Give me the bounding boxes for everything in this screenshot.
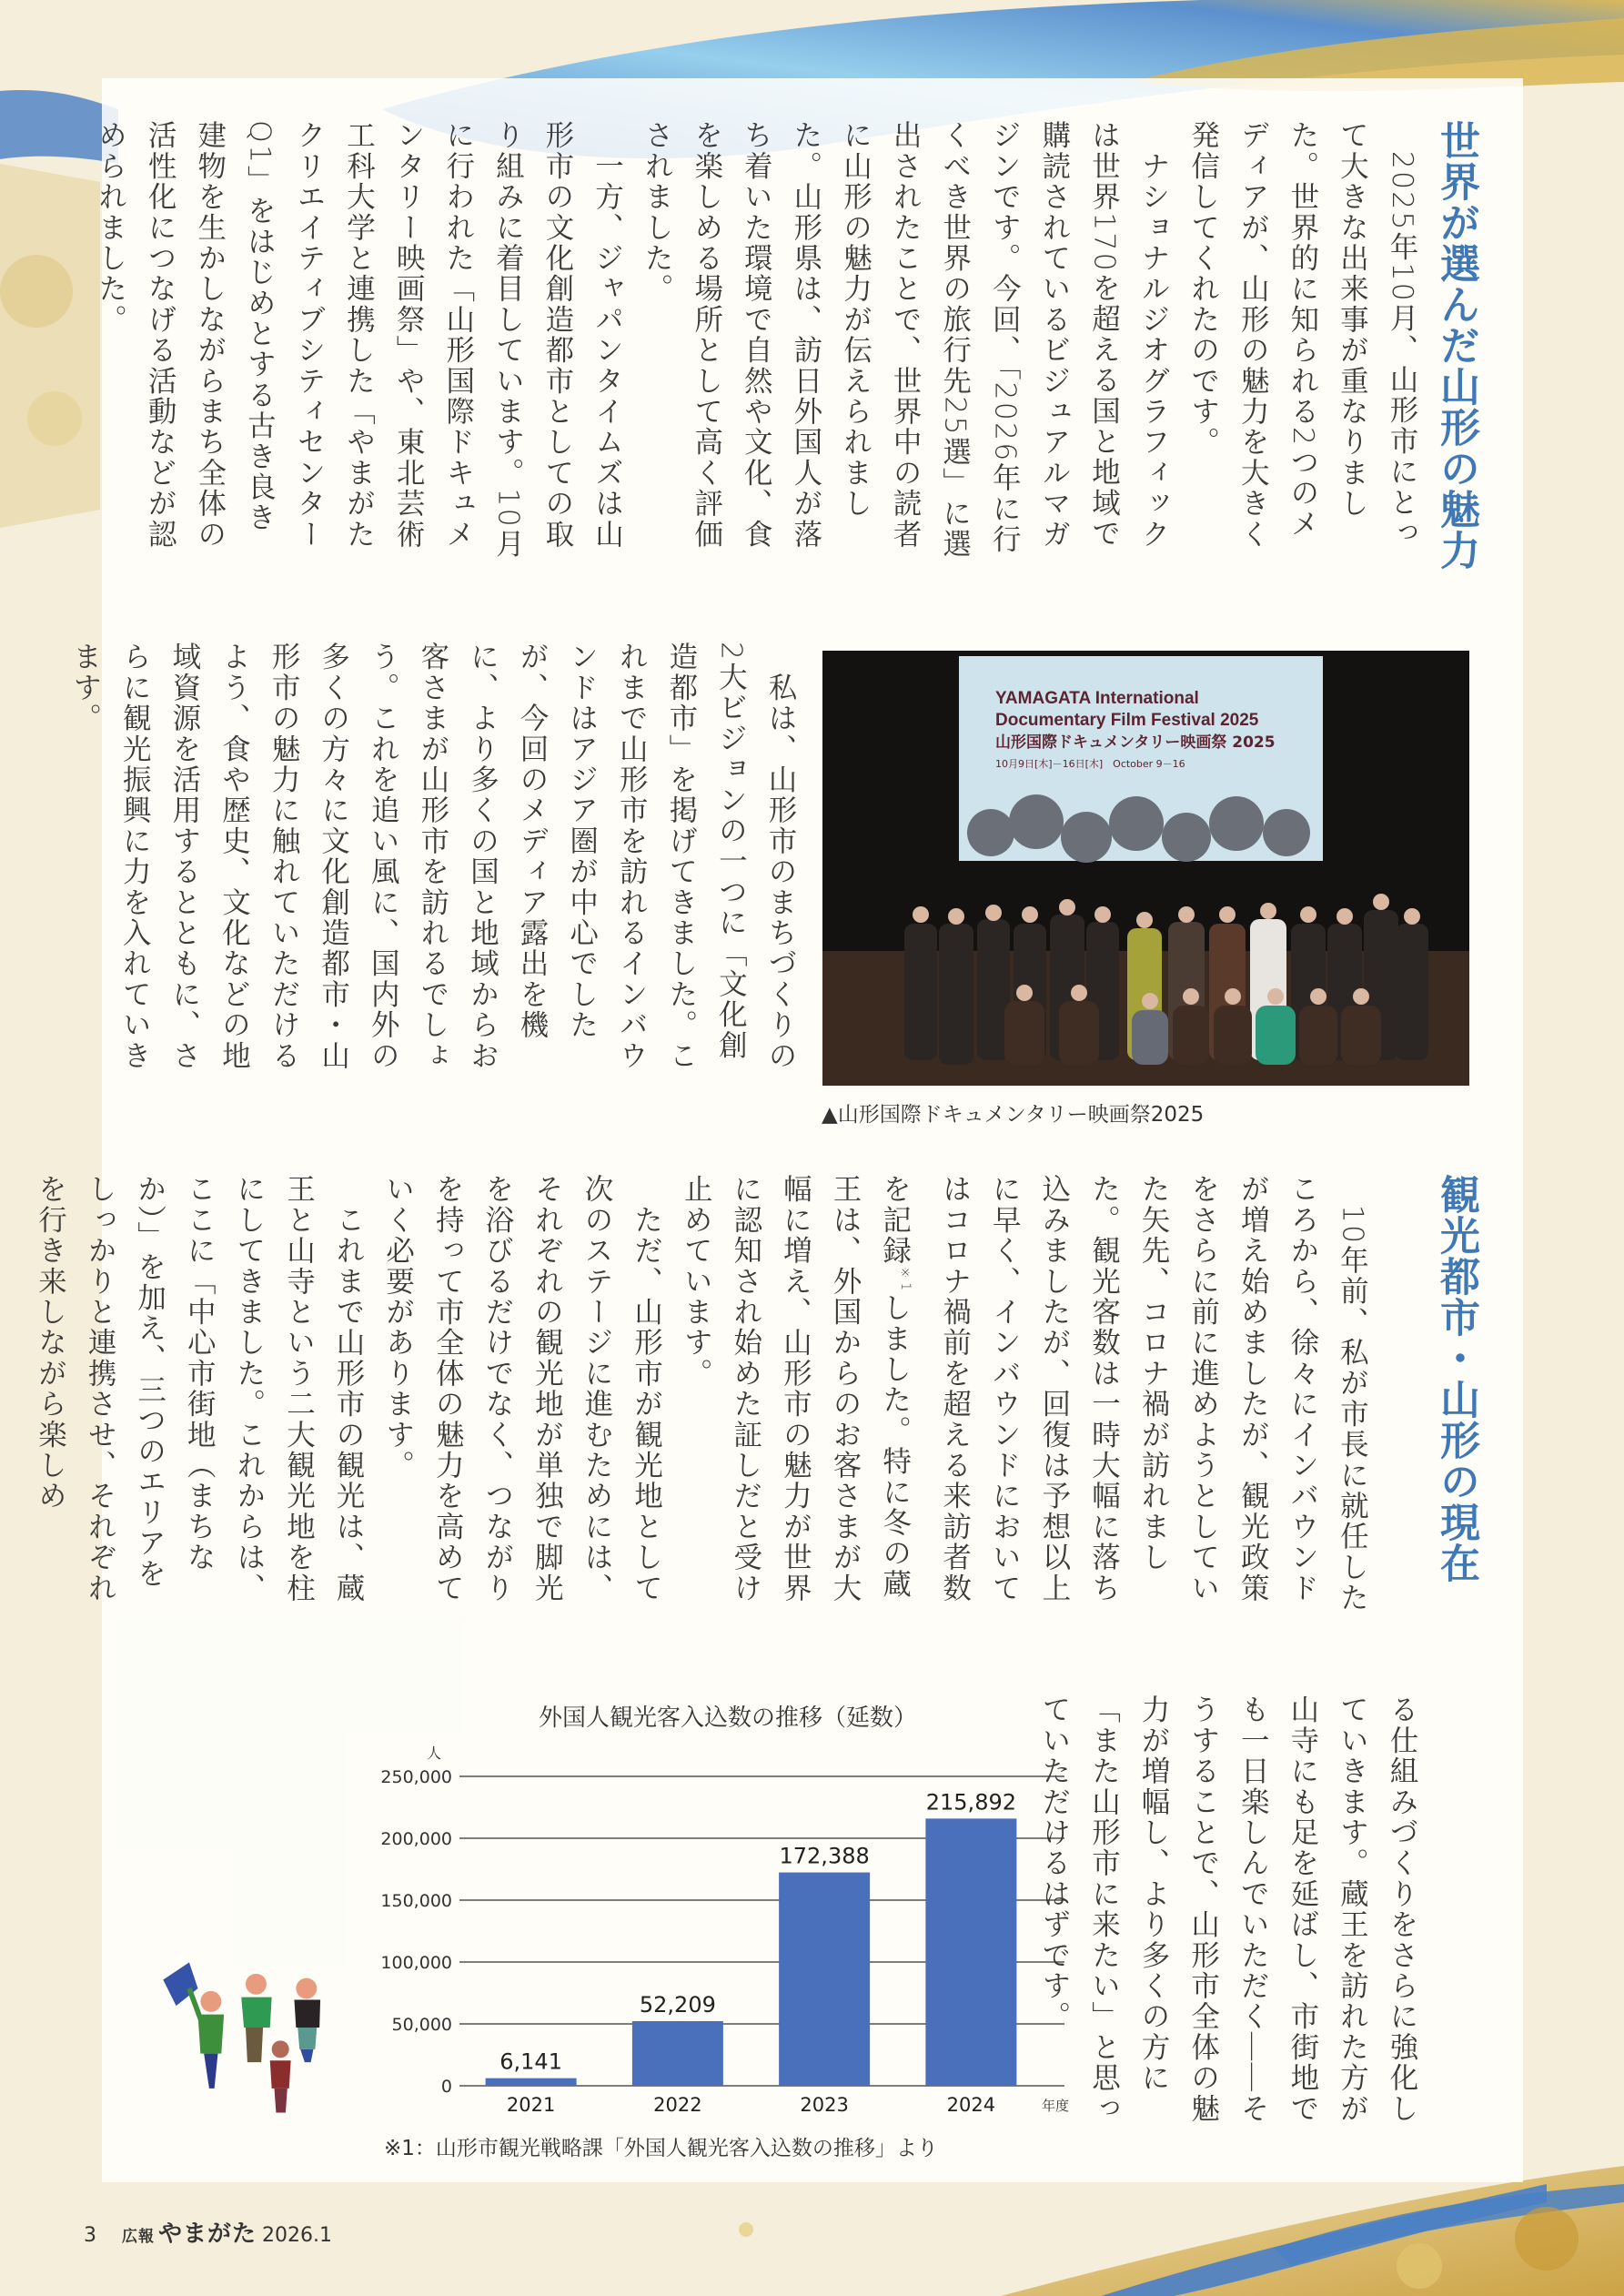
publication-logo bbox=[122, 2215, 257, 2249]
publication-prefix: 広報 bbox=[122, 2228, 155, 2246]
x-tick-label: 2021 bbox=[506, 2094, 556, 2116]
section2-body-b: しました。特に冬の蔵王は、外国からのお客さまが大幅に増え、山形市の魅力が世界に認知され始めた証しだと受け止めています。 ただ、山形市が観光地として次のステージに進むためには、それぞれの観光地が単独で脚光を浴びるだけでなく、つながりを持って市全体の魅力を高めていく必要があります。 これまで山形市の観光は、蔵王と山寺という二大観光地を柱にしてきました。これからは、ここに「中心市街地（まちなか）」を加え、三つのエリアをしっかりと連携させ、それぞれを行き来しながら楽しめ bbox=[34, 1174, 912, 1603]
x-tick-label: 2023 bbox=[800, 2094, 849, 2116]
section1-body-top: 2025年10月、山形市にとって大きな出来事が重なりました。世界的に知られる2つのメディアが、山形の魅力を大きく発信してくれたのです。 ナショナルジオグラフィックは世界170を超える国と地域で購読されているビジュアルマガジンです。今回、「2026年に行くべき世界の旅行先25選」に選出されたことで、世界中の読者に山形の魅力が伝えられました。山形県は、訪日外国人が落ち着いた環境で自然や文化、食を楽しめる場所として高く評価されました。 一方、ジャパンタイムズは山形市の文化創造都市としての取り組みに着目しています。10月に行われた「山形国際ドキュメンタリー映画祭」や、東北芸術工科大学と連携した「やまがたクリエイティブシティセンターQ1」をはじめとする古き良き建物を生かしながらまち全体の活性化につなげる活動などが認められました。 bbox=[94, 120, 1418, 560]
bar-value-label: 172,388 bbox=[779, 1843, 870, 1869]
y-tick-label: 150,000 bbox=[380, 1891, 452, 1911]
issue-date: 2026.1 bbox=[262, 2224, 332, 2247]
film-festival-photo-image bbox=[822, 651, 1469, 1086]
y-tick-label: 100,000 bbox=[380, 1953, 452, 1973]
screen-dates: 10月9日[木]－16日[木] October 9－16 bbox=[995, 758, 1185, 770]
bar-2021 bbox=[486, 2079, 577, 2086]
bar-2024 bbox=[925, 1818, 1016, 2086]
screen-title-line2: Documentary Film Festival 2025 bbox=[995, 711, 1259, 730]
y-tick-label: 200,000 bbox=[380, 1829, 452, 1849]
person-standing-icon bbox=[294, 1978, 320, 2063]
chart-title: 外国人観光客入込数の推移（延数） bbox=[538, 1704, 918, 1732]
photo-caption: ▲山形国際ドキュメンタリー映画祭2025 bbox=[822, 1103, 1205, 1127]
y-tick-label: 250,000 bbox=[380, 1767, 452, 1787]
screen-title-line3: 山形国際ドキュメンタリー映画祭 2025 bbox=[995, 733, 1276, 752]
tourists-illustration bbox=[150, 1937, 341, 2119]
section2-body-end: る仕組みづくりをさらに強化していきます。蔵王を訪れた方が山寺にも足を延ばし、市街地でも一日楽しんでいただく――そうすることで、山形市全体の魅力が増幅し、より多くの方に「また山形市に来たい」と思っていただけるはずです。 bbox=[1037, 1694, 1418, 2124]
bar-2023 bbox=[779, 1873, 870, 2086]
person-cheering-icon bbox=[241, 1974, 271, 2062]
bar-value-label: 6,141 bbox=[499, 2048, 562, 2075]
bar-value-label: 52,209 bbox=[639, 1991, 716, 2018]
bar-2022 bbox=[632, 2021, 723, 2086]
inbound-tourists-chart bbox=[346, 1689, 1074, 2116]
x-axis-unit-label: 年度 bbox=[1041, 2098, 1069, 2114]
x-tick-label: 2024 bbox=[946, 2094, 996, 2116]
y-axis-unit-label: 人 bbox=[426, 1745, 441, 1762]
y-tick-label: 50,000 bbox=[391, 2015, 452, 2035]
footnote-marker: ※1 bbox=[898, 1266, 913, 1293]
section2-body-a: 10年前、私が市長に就任したころから、徐々にインバウンドが増え始めましたが、観光政策をさらに前に進めようとしていた矢先、コロナ禍が訪れました。観光客数は一時大幅に落ち込みましたが、回復は予想以上に早く、インバウンドにおいてはコロナ禍前を超える来訪者数を記録 bbox=[878, 1174, 1369, 1613]
section1-body-bottom: 私は、山形市のまちづくりの2大ビジョンの一つに「文化創造都市」を掲げてきました。これまで山形市を訪れるインバウンドはアジア圏が中心でしたが、今回のメディア露出を機に、より多くの国と地域からお客さまが山形市を訪れるでしょう。これを追い風に、国内外の多くの方々に文化創造都市・山形市の魅力に触れていただけるよう、食や歴史、文化などの地域資源を活用するとともに、さらに観光振興に力を入れていきます。 bbox=[68, 642, 797, 1071]
x-tick-label: 2022 bbox=[653, 2094, 702, 2116]
person-walking-icon bbox=[270, 2040, 291, 2112]
screen-title-line1: YAMAGATA International bbox=[995, 689, 1199, 708]
bar-value-label: 215,892 bbox=[925, 1789, 1016, 1816]
film-festival-photo bbox=[822, 651, 1469, 1086]
chart-source-footnote: ※1：山形市観光戦略課「外国人観光客入込数の推移」より bbox=[384, 2137, 938, 2160]
section2-body bbox=[34, 1174, 1427, 1616]
page-footer bbox=[84, 2215, 332, 2249]
y-tick-label: 0 bbox=[440, 2077, 452, 2097]
page-number: 3 bbox=[84, 2224, 96, 2247]
publication-name: やまがた bbox=[158, 2220, 257, 2248]
person-flag-icon bbox=[189, 1988, 224, 2089]
section-heading-world-choice: 世界が選んだ山形の魅力 bbox=[1433, 120, 1479, 571]
section-heading-tourism-city: 観光都市・山形の現在 bbox=[1433, 1174, 1479, 1583]
